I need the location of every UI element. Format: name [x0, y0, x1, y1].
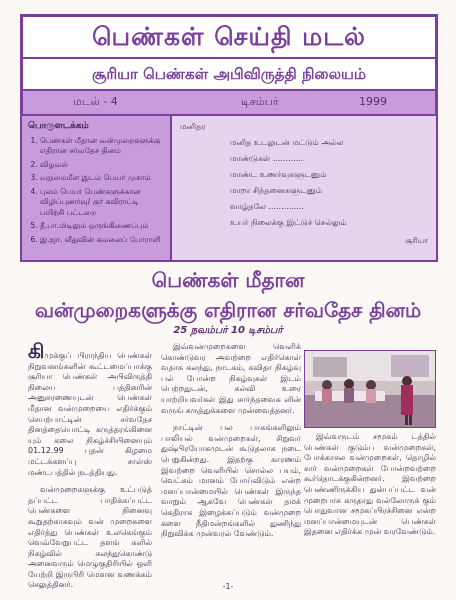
page-number: -1-: [222, 582, 234, 591]
contents-item: 2. விழவல்: [40, 160, 164, 171]
event-photo: [304, 350, 436, 428]
drop-cap: கி: [28, 339, 45, 363]
contents-item: 4. புலம் பெயர் பெண்களுக்கான விழிப்புணர்வு/ குர் கவிராட்டி பயிற்சி பட்டறை: [40, 187, 164, 219]
organization-name: சூரியா பெண்கள் அபிவிருத்தி நிலையம்: [23, 59, 435, 91]
article-paragraph: நாட்டின் பல பாகங்களிலும் பாலியல் வன்முறைகள், சிறுவர் துஷ்பிரயோகமுடன் கூடுதலாக நடை பெறுகின்றது. இதற்கு காரணம் இவற்றை வெளியில் சொல்ல பயம், வெட்கம் மானம் போய்விடும் என்ற மனப்பான்மையில் பெண்கள் இருந்த வாறும் ஆகவே பெண்கள் தமக் கெதிராக இழைக்கப்படும் வன்முறை களை நீதிமன்றங்களில் துணிந்து நிறுவிக்க முன்வரல் வேண்டும்.: [161, 423, 301, 539]
article-date: 25 நவம்பர் 10 டிசம்பர்: [173, 325, 283, 336]
article-paragraph: இவ்வருடம் சமூகம் டத்தில் பெண்கள் குடும்ப வன்முறைகள், போக்காசல வன்முறைகள், தொழில் சார் வன்முறைகள் போன்றவற்றை கூர்தொடக்குகின்றனர். இவற்றை பெண்ணிருக்கிய துன்பப்பட்ட வன் முறைபாக கருதாது வல்லோருக் கும் பொதுவான சமூகப்பிரச்சினை என்ற மனப்பான்மையுடன் பெண்கள் இதனை எதிர்க்க முன் வரவேண்டும்.: [304, 432, 436, 537]
article-paragraph: [28, 339, 152, 478]
newsletter-title: பெண்கள் செய்தி மடல்: [23, 17, 435, 59]
issue-bar: [23, 91, 435, 115]
poem-line: வாழ்தலே ..............: [230, 202, 304, 211]
contents-heading: பொருளடக்கம்: [28, 121, 89, 131]
poem-heading: மனிதர: [180, 122, 206, 131]
poem-line: உயர் நிலைக்கு இட்டுச் செல்லும்: [230, 218, 347, 227]
masthead: [20, 14, 438, 114]
contents-item: 6. இ.ஜா. வீதுவின் கவலைப் போராளி: [40, 235, 164, 246]
event-photo-illustration: [305, 351, 435, 427]
poem-line: மாறா சிந்தனைகளுடனும்: [230, 186, 323, 195]
contents-item: 5. தீ.பா.மிடிலும் ஒருங்கிணைப்பும்: [40, 221, 164, 232]
article-column-2: [161, 342, 301, 547]
issue-year: 1999: [359, 95, 387, 108]
table-of-contents: [20, 114, 172, 262]
poem-line: மாண்ட உணர்வுகளுடனும்: [230, 170, 327, 179]
contents-list: [28, 136, 164, 246]
article-title-line1: பெண்கள் மீதான: [151, 268, 305, 292]
poem-signature: சூரியா: [405, 236, 428, 245]
contents-item: 1. பெண்கள் மீதான வன்முறைகளுக்கு எதிரான சர்வதேச தினம்: [40, 136, 164, 157]
issue-month: டிசம்பர்: [241, 95, 279, 108]
issue-number: மடல் - 4: [73, 95, 118, 108]
article-column-3: [304, 432, 436, 538]
article-paragraph: இவ்வன்முறைகளை வெளிக் கொண்டுவர அவற்றை எதிர்கொள் வதாக கலந்து, நாடகம், கவிதா நிகழ்வு பல் போன்ற நிகழ்வுகள் இடம் பெற்றதுடன், கல்வி உரை யாற்றியவர்கள் இது சார்ந்தவைக ளின் வருங் கருத்துக்களை முன்வைத்தனர்.: [161, 342, 301, 415]
poem-line: மனித உடலுடன் மட்டும் அல்ல: [230, 138, 344, 147]
article-title-line2: வன்முறைகளுக்கு எதிரான சர்வதேச தினம்: [34, 298, 422, 322]
article-column-1: [28, 339, 152, 598]
contents-item: 3. வறுமைமீள இடம் பெயர் முகாம்: [40, 173, 164, 184]
article-paragraph: வன்முறைகளுக்கு உட்படுத் தப்பட்ட பாதிக்கப்பட்ட பெண்களை நினைவு கூறுதற்காகவும் வன் முறைகளை எதிர்த்து பெண்கள் உலகெங்கும் வெவ்வேறுபட்ட தளங் களில் நிகழ்வில் கலந்துகொண்டு அனைவரும் மெழுகுதிரியில் ஒளி யேற்றி இருபிரி மௌன வணக்கம் செலுத்தினர்.: [28, 485, 152, 590]
poem-line: மாண்டுகள் ............: [230, 154, 304, 163]
poem-box: [172, 114, 438, 262]
paragraph-text: முக்குப் பிராந்திய பெண்கள் நிறுவனங்களின் கூட்டமைப்பாக்கு சூரியா பெண்கள் அபிவிருத்தி நிலைய பத்தினரின் அனுசரணையுடன் பெண்கள் மீதான வன்முறையை எதிர்க்கும் செயற்பாட்டின் சர்வதேச தினத்தையொட்டி கருத்தரங்கினை யும் கலை நிகழ்ச்சியினையும் 01.12.99 புதன் கிழமை மட்டக்களப்பு சாள்ஸ் மண்டபத்தில் நடத்தியது.: [28, 351, 152, 477]
